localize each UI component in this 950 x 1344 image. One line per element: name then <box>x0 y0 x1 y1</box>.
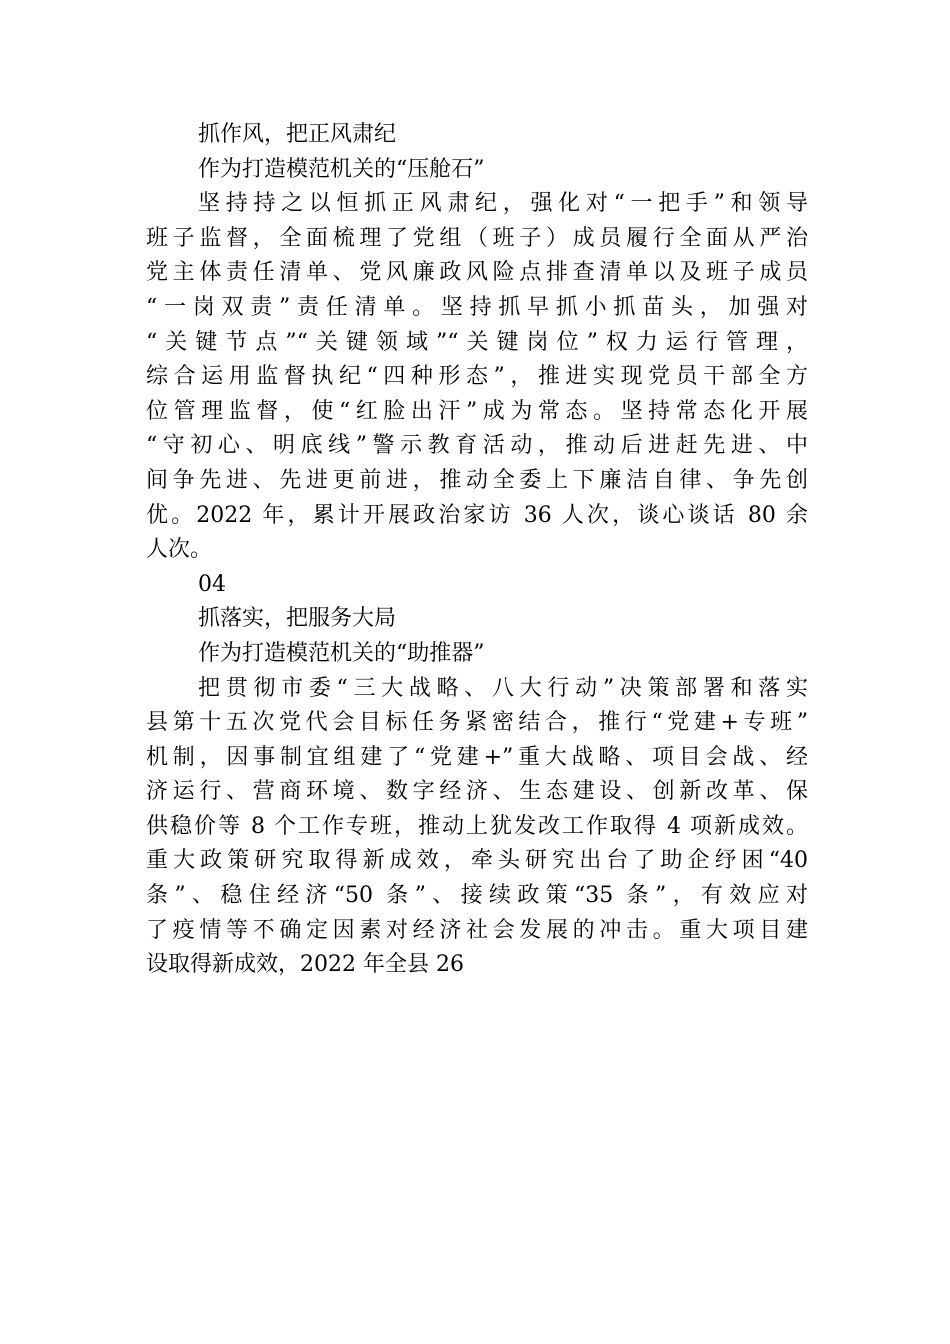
paragraph-line: 机制，因事制宜组建了“党建+”重大战略、项目会战、经 <box>146 744 808 770</box>
document-text <box>146 118 808 983</box>
paragraph-line: 把贯彻市委“三大战略、八大行动”决策部署和落实 <box>198 675 808 701</box>
paragraph-line: 县第十五次党代会目标任务紧密结合，推行“党建+专班” <box>146 710 808 736</box>
paragraph-line: 党主体责任清单、党风廉政风险点排查清单以及班子成员 <box>146 260 808 286</box>
paragraph-line: 供稳价等 8 个工作专班，推动上犹发改工作取得 4 项新成效。 <box>146 813 808 839</box>
paragraph-line: 条”、稳住经济“50 条”、接续政策“35 条”，有效应对 <box>146 883 808 909</box>
section-heading: 抓落实，把服务大局 <box>198 606 397 632</box>
paragraph-line: 人次。 <box>146 537 213 563</box>
paragraph-line: 优。2022 年，累计开展政治家访 36 人次，谈心谈话 80 余 <box>146 502 808 528</box>
section-number: 04 <box>198 571 226 597</box>
paragraph-line: 间争先进、先进更前进，推动全委上下廉洁自律、争先创 <box>146 467 808 493</box>
paragraph-line: 位管理监督，使“红脸出汗”成为常态。坚持常态化开展 <box>146 398 808 424</box>
section-subheading: 作为打造模范机关的“压舱石” <box>198 156 485 182</box>
paragraph-line: 综合运用监督执纪“四种形态”，推进实现党员干部全方 <box>146 364 808 390</box>
section-subheading: 作为打造模范机关的“助推器” <box>198 640 485 666</box>
section-heading: 抓作风，把正风肃纪 <box>198 122 397 147</box>
paragraph-line: “一岗双责”责任清单。坚持抓早抓小抓苗头，加强对 <box>146 294 808 320</box>
paragraph-line: 了疫情等不确定因素对经济社会发展的冲击。重大项目建 <box>146 917 808 943</box>
paragraph-line: 坚持持之以恒抓正风肃纪，强化对“一把手”和领导 <box>198 191 808 217</box>
paragraph-line: 重大政策研究取得新成效，牵头研究出台了助企纾困“40 <box>146 848 808 874</box>
paragraph-line: “关键节点”“关键领域”“关键岗位”权力运行管理， <box>146 329 808 355</box>
paragraph-line: 班子监督，全面梳理了党组（班子）成员履行全面从严治 <box>146 225 808 251</box>
paragraph-line: 济运行、营商环境、数字经济、生态建设、创新改革、保 <box>146 779 808 805</box>
paragraph-line: “守初心、明底线”警示教育活动，推动后进赶先进、中 <box>146 433 808 459</box>
paragraph-line: 设取得新成效，2022 年全县 26 <box>146 952 464 978</box>
